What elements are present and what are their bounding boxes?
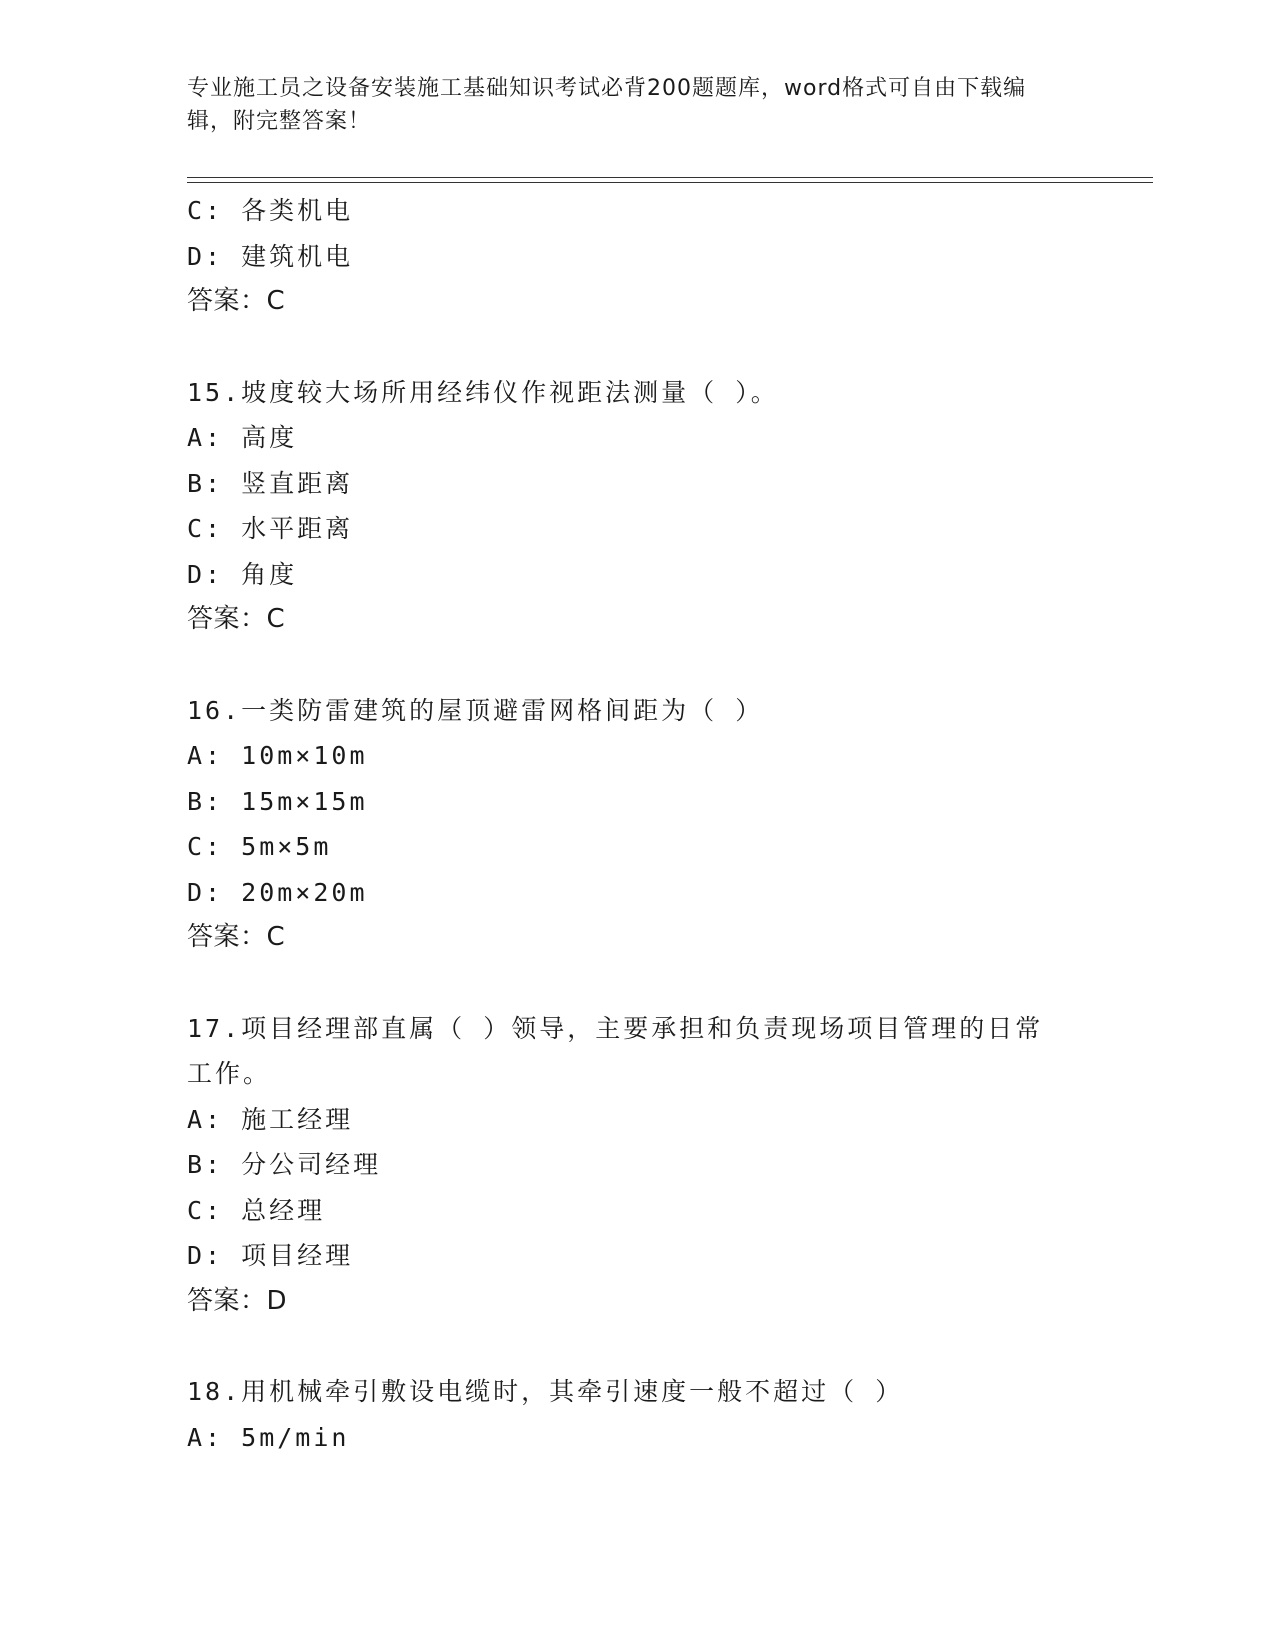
option-d: D: 项目经理	[187, 1241, 354, 1270]
question-stem: 16.一类防雷建筑的屋顶避雷网格间距为（ ）	[187, 695, 764, 725]
option-b: B: 15m×15m	[187, 786, 368, 816]
option-d: D: 角度	[187, 559, 298, 589]
question-15	[187, 370, 1087, 643]
question-stem: 15.坡度较大场所用经纬仪作视距法测量（ ）。	[187, 377, 779, 407]
option-c: C: 5m×5m	[187, 832, 332, 861]
option-a: A: 5m/min	[187, 1422, 350, 1452]
answer-label: 答案：C	[187, 604, 286, 634]
answer-label: 答案：C	[187, 922, 286, 952]
question-stem: 17.项目经理部直属（ ）领导，主要承担和负责现场项目管理的日常工作。	[187, 1013, 1044, 1088]
option-c: C: 总经理	[187, 1195, 326, 1225]
question-list	[187, 188, 1087, 1460]
header-divider-top	[187, 177, 1153, 178]
header-divider-bottom	[187, 182, 1153, 183]
question-17	[187, 1006, 1087, 1325]
option-b: B: 竖直距离	[187, 468, 354, 498]
option-c: C: 各类机电	[187, 196, 354, 225]
question-stem: 18.用机械牵引敷设电缆时，其牵引速度一般不超过（ ）	[187, 1377, 904, 1406]
question-14-continuation	[187, 188, 1087, 325]
question-16	[187, 688, 1087, 961]
option-a: A: 高度	[187, 423, 298, 452]
option-a: A: 施工经理	[187, 1104, 354, 1134]
option-d: D: 20m×20m	[187, 877, 368, 907]
option-c: C: 水平距离	[187, 514, 354, 543]
option-a: A: 10m×10m	[187, 741, 368, 770]
document-header: 专业施工员之设备安装施工基础知识考试必背200题题库，word格式可自由下载编辑，附完整答案！	[187, 76, 1027, 134]
question-18	[187, 1369, 1087, 1460]
option-b: B: 分公司经理	[187, 1150, 382, 1179]
answer-label: 答案：C	[187, 286, 286, 316]
option-d: D: 建筑机电	[187, 241, 354, 271]
answer-label: 答案：D	[187, 1285, 288, 1316]
